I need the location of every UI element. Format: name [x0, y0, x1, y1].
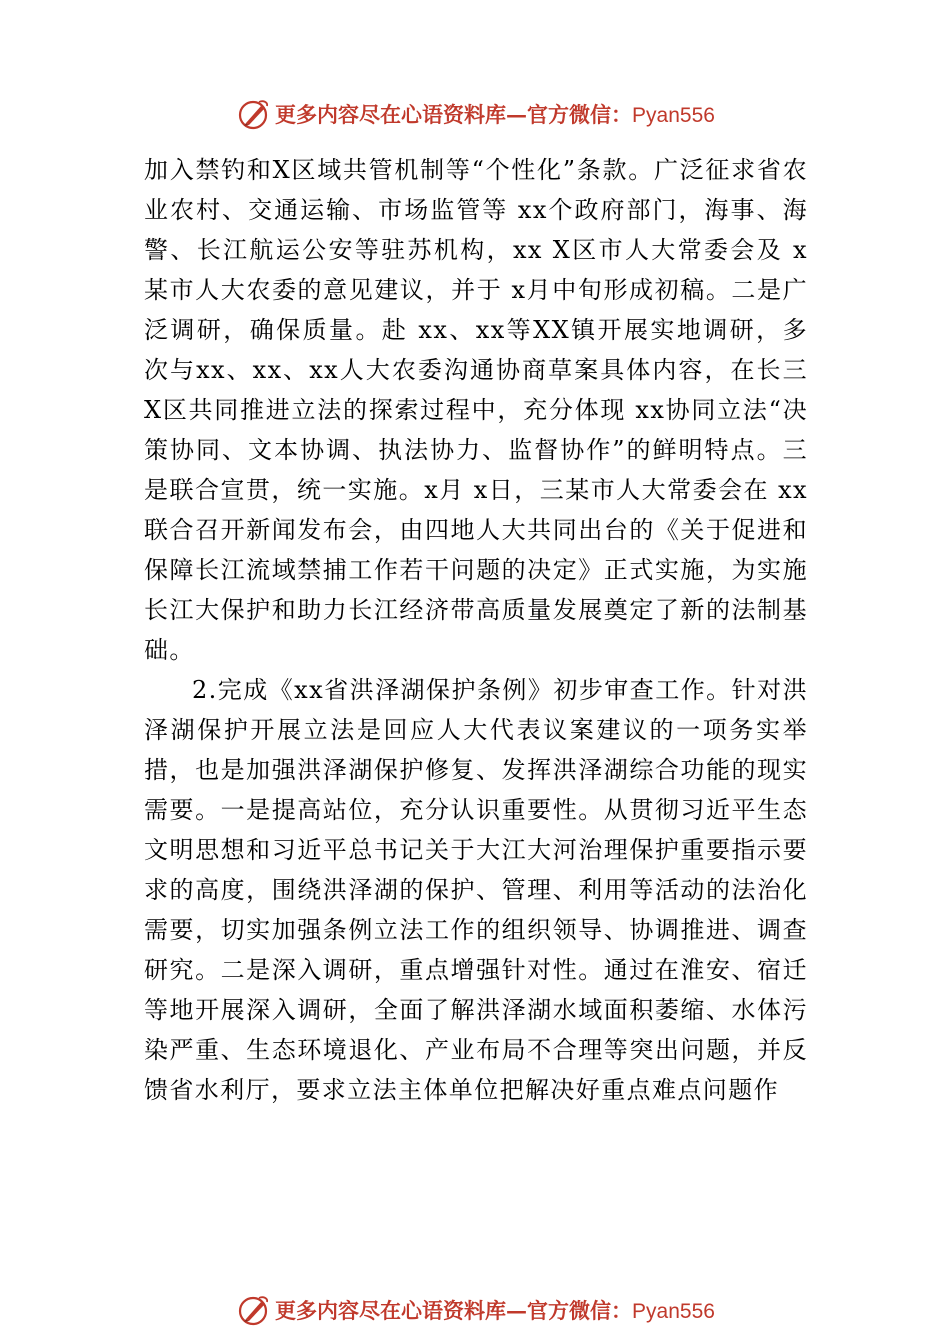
header-banner-label: 更多内容尽在心语资料库—官方微信：: [275, 102, 633, 127]
footer-banner-text: [275, 1295, 715, 1325]
footer-banner-handle: Pyan556: [632, 1300, 715, 1323]
header-banner-handle: Pyan556: [632, 104, 715, 127]
logo-icon: [235, 1292, 271, 1328]
document-body: [144, 150, 808, 1110]
footer-banner-label: 更多内容尽在心语资料库—官方微信：: [275, 1298, 633, 1323]
logo-icon: [235, 96, 271, 132]
paragraph-2: 2.完成《xx省洪泽湖保护条例》初步审查工作。针对洪泽湖保护开展立法是回应人大代表议案建议的一项务实举措，也是加强洪泽湖保护修复、发挥洪泽湖综合功能的现实需要。一是提高站位，充分认识重要性。从贯彻习近平生态文明思想和习近平总书记关于大江大河治理保护重要指示要求的高度，围绕洪泽湖的保护、管理、利用等活动的法治化需要，切实加强条例立法工作的组织领导、协调推进、调查研究。二是深入调研，重点增强针对性。通过在淮安、宿迁等地开展深入调研，全面了解洪泽湖水域面积萎缩、水体污染严重、生态环境退化、产业布局不合理等突出问题，并反馈省水利厅，要求立法主体单位把解决好重点难点问题作: [144, 676, 808, 1104]
header-banner-text: [275, 99, 715, 129]
footer-banner: [0, 1290, 950, 1330]
header-banner: [0, 94, 950, 134]
paragraph-1: 加入禁钓和X区域共管机制等“个性化”条款。广泛征求省农业农村、交通运输、市场监管等 xx个政府部门，海事、海警、长江航运公安等驻苏机构，xx X区市人大常委会及 x某市人大农委的意见建议，并于 x月中旬形成初稿。二是广泛调研，确保质量。赴 xx、xx等XX镇开展实地调研，多次与xx、xx、xx人大农委沟通协商草案具体内容，在长三X区共同推进立法的探索过程中，充分体现 xx协同立法“决策协同、文本协调、执法协力、监督协作”的鲜明特点。三是联合宣贯，统一实施。x月 x日，三某市人大常委会在 xx联合召开新闻发布会，由四地人大共同出台的《关于促进和保障长江流域禁捕工作若干问题的决定》正式实施，为实施长江大保护和助力长江经济带高质量发展奠定了新的法制基础。: [144, 156, 808, 664]
